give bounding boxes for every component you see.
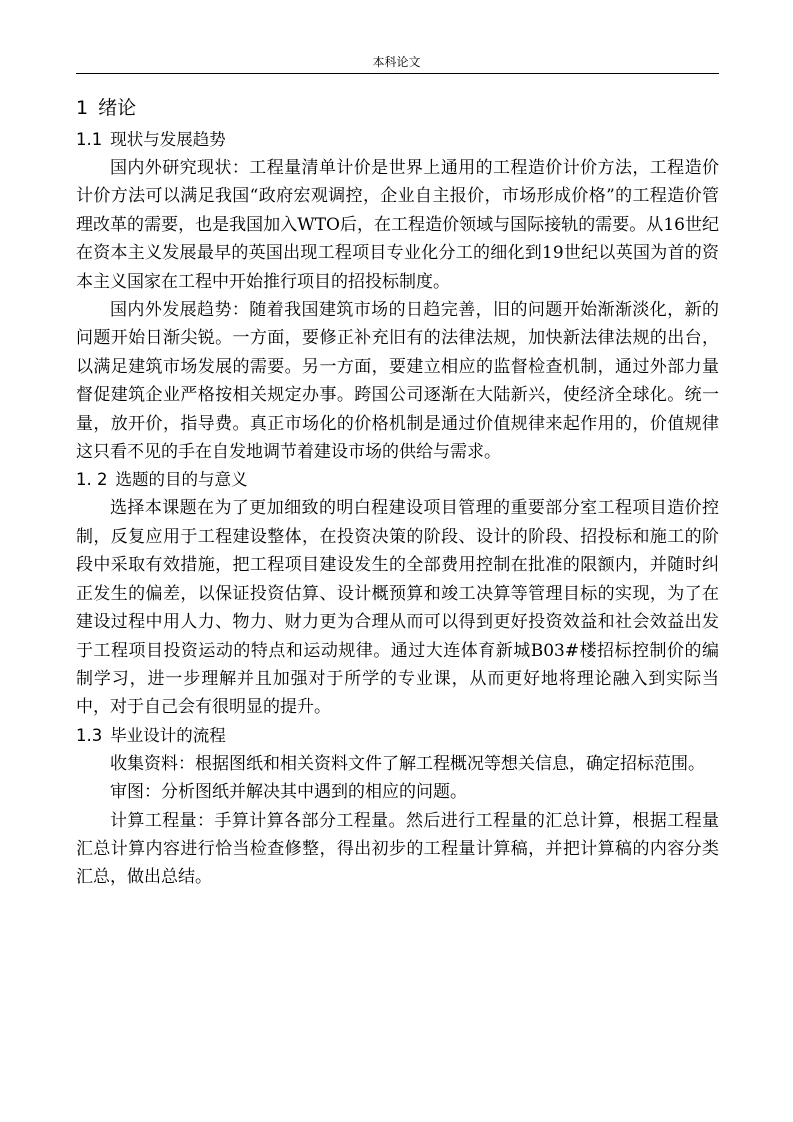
paragraph: 国内外研究现状：工程量清单计价是世界上通用的工程造价计价方法，工程造价计价方法可以满足我国“政府宏观调控，企业自主报价，市场形成价格”的工程造价管理改革的需要，也是我国加入WTO后，在工程造价领域与国际接轨的需要。从16世纪在资本主义发展最早的英国出现工程项目专业化分工的细化到19世纪以英国为首的资本主义国家在工程中开始推行项目的招投标制度。	[76, 158, 719, 292]
chapter-number: 1	[76, 97, 89, 119]
section-heading	[76, 722, 719, 750]
paragraph: 计算工程量：手算计算各部分工程量。然后进行工程量的汇总计算，根据工程量汇总计算内容进行恰当检查修整，得出初步的工程量计算稿，并把计算稿的内容分类汇总，做出总结。	[76, 810, 719, 888]
paragraph: 选择本课题在为了更加细致的明白程建设项目管理的重要部分室工程项目造价控制，反复应用于工程建设整体，在投资决策的阶段、设计的阶段、招投标和施工的阶段中采取有效措施，把工程项目建设发生的全部费用控制在批准的限额内，并随时纠正发生的偏差，以保证投资估算、设计概预算和竣工决算等管理目标的实现，为了在建设过程中用人力、物力、财力更为合理从而可以得到更好投资效益和社会效益出发于工程项目投资运动的特点和运动规律。通过大连体育新城B03#楼招标控制价的编制学习，进一步理解并且加强对于所学的专业课，从而更好地将理论融入到实际当中，对于自己会有很明显的提升。	[76, 498, 719, 718]
document-body	[76, 93, 719, 892]
paragraph: 国内外发展趋势：随着我国建筑市场的日趋完善，旧的问题开始渐渐淡化，新的问题开始日渐尖锐。一方面，要修正补充旧有的法律法规，加快新法律法规的出台，以满足建筑市场发展的需要。另一方面，要建立相应的监督检查机制，通过外部力量督促建筑企业严格按相关规定办事。跨国公司逐渐在大陆新兴，使经济全球化。统一量，放开价，指导费。真正市场化的价格机制是通过价值规律来起作用的，价值规律这只看不见的手在自发地调节着建设市场的供给与需求。	[76, 300, 719, 463]
section-number: 1.1	[76, 130, 103, 149]
section-title: 选题的目的与意义	[115, 470, 248, 490]
running-header: 本科论文	[372, 55, 421, 69]
header-rule	[76, 73, 719, 74]
section-number: 1.3	[76, 725, 103, 745]
chapter-title: 绪论	[98, 97, 137, 119]
paragraph: 审图：分析图纸并解决其中遇到的相应的问题。	[110, 782, 467, 803]
section-title: 现状与发展趋势	[110, 130, 226, 149]
paragraph: 收集资料：根据图纸和相关资料文件了解工程概况等想关信息，确定招标范围。	[110, 753, 705, 774]
section-heading	[76, 126, 719, 154]
section-number: 1. 2	[76, 470, 108, 490]
section-heading	[76, 466, 719, 494]
section-title: 毕业设计的流程	[110, 725, 226, 745]
chapter-heading	[76, 93, 719, 123]
